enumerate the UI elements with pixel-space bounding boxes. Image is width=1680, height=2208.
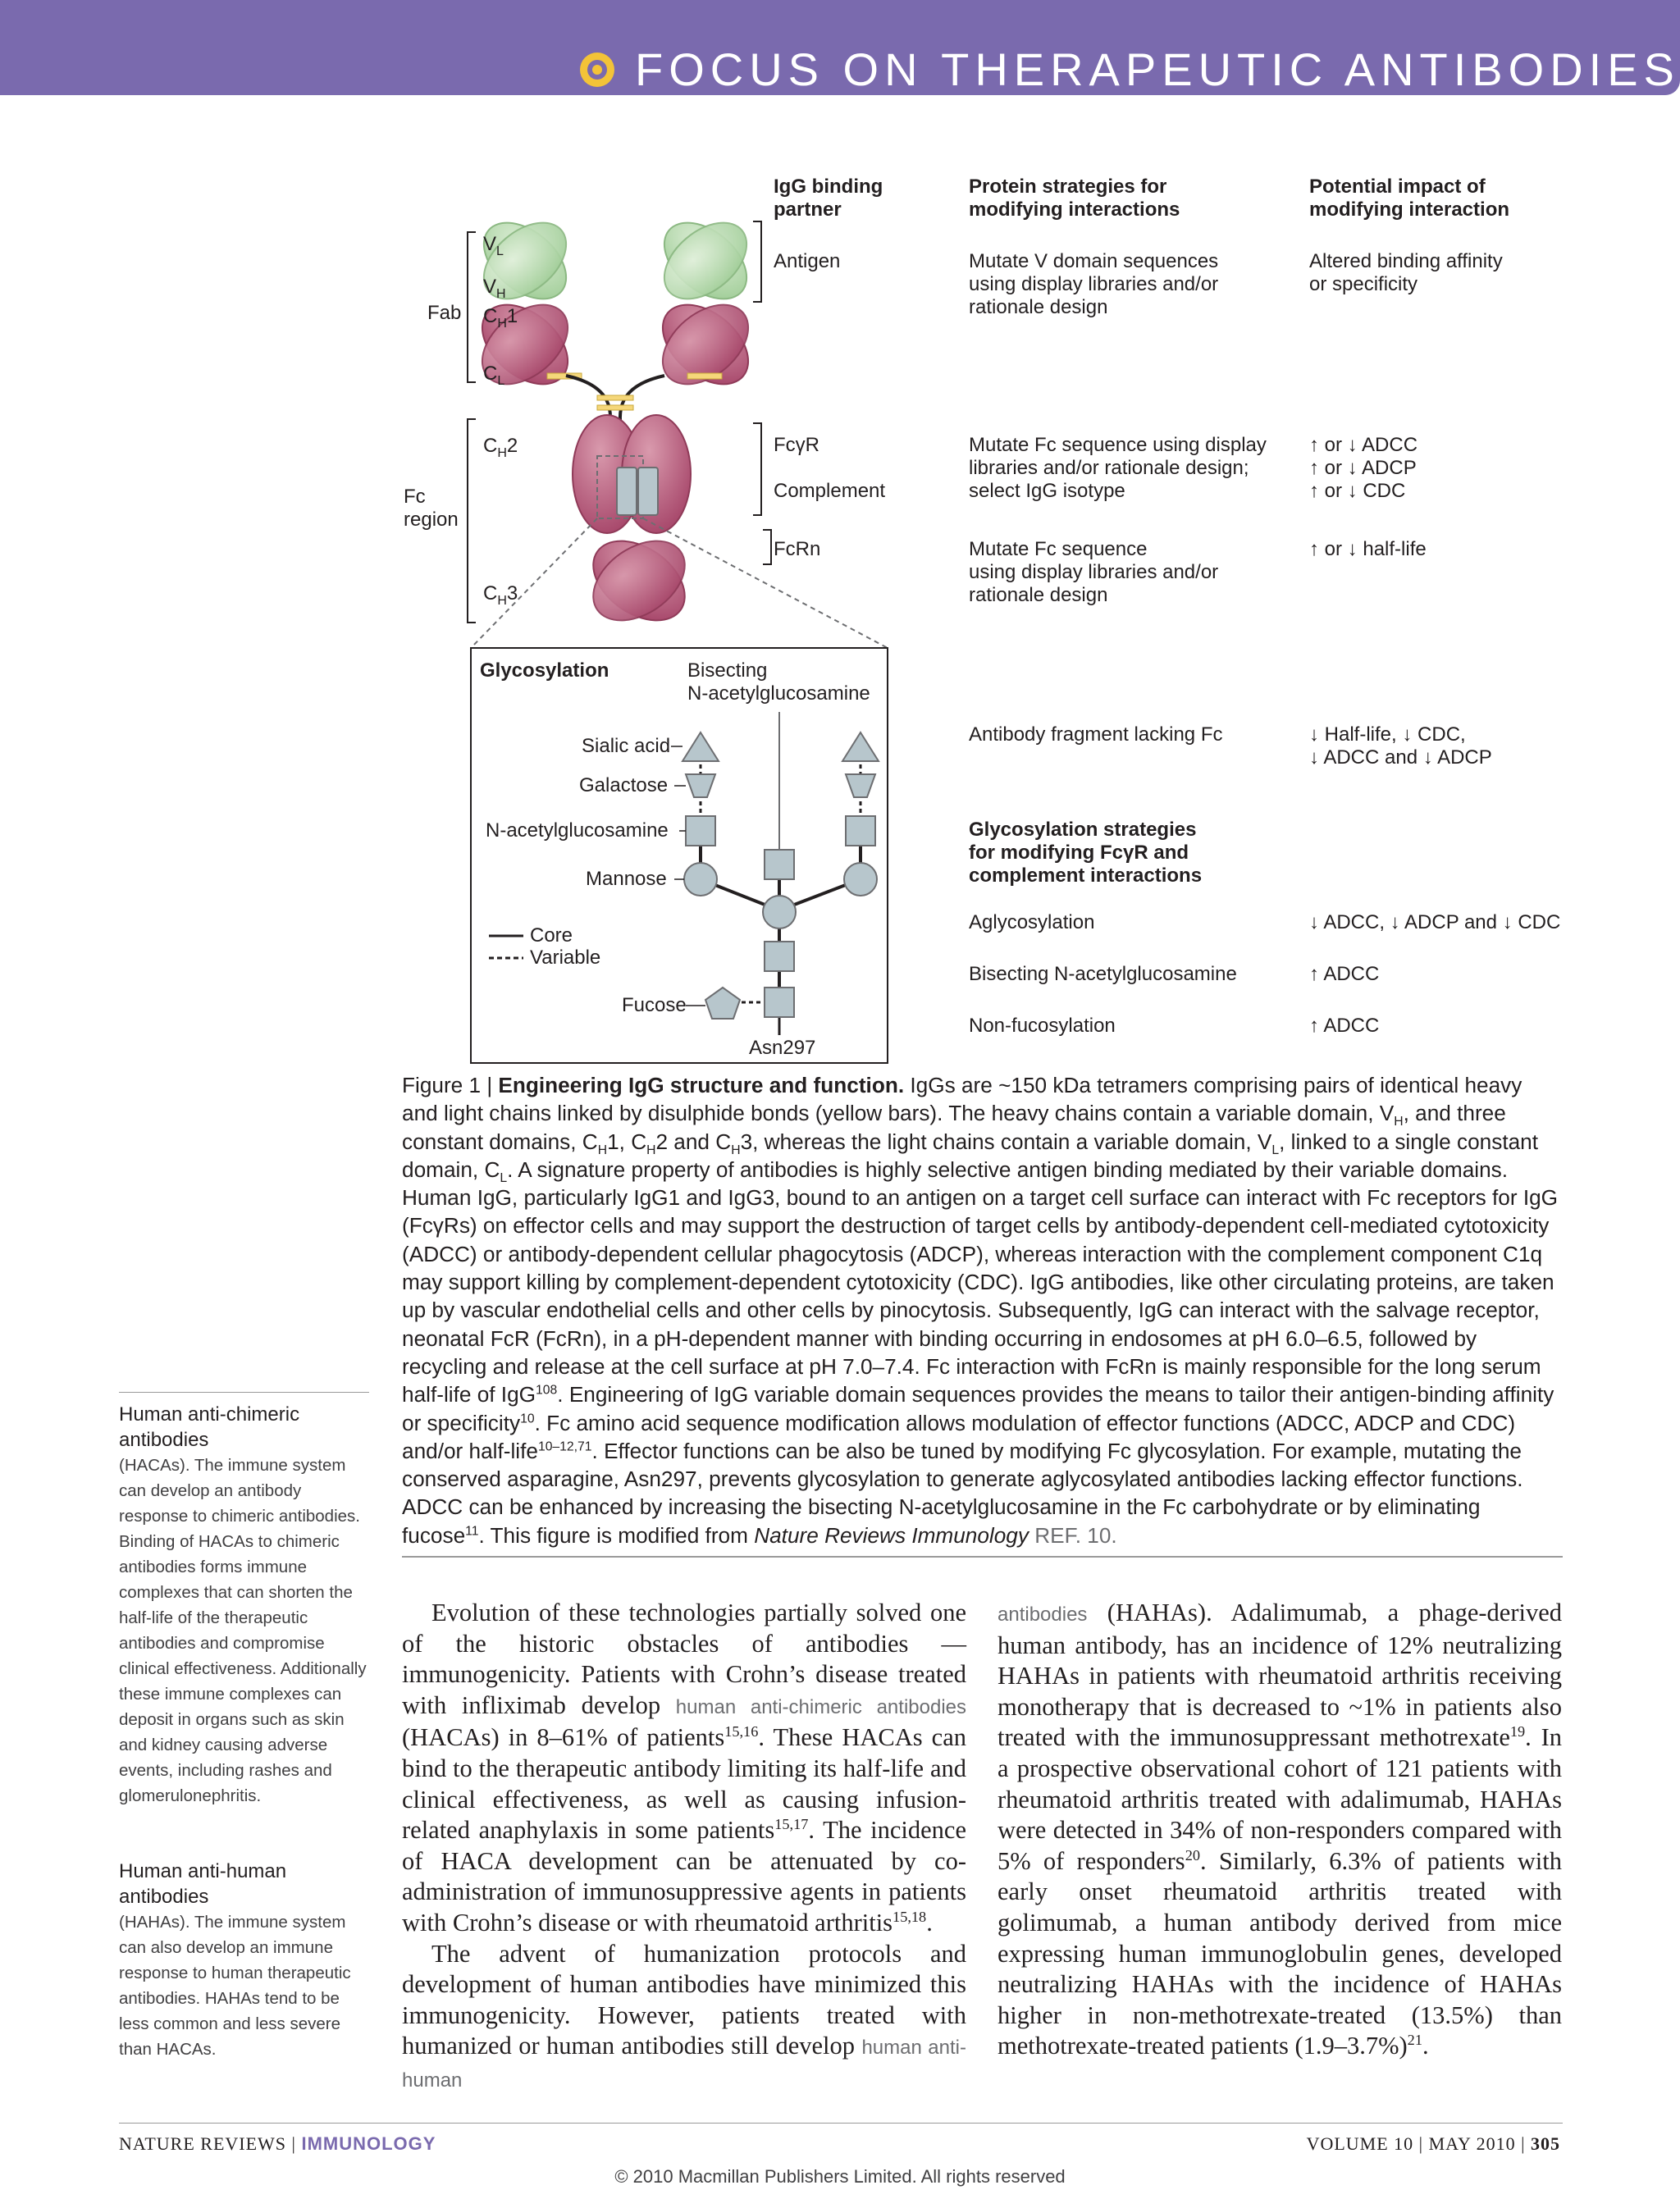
impact-fragment-2: ↓ ADCC and ↓ ADCP [1309,746,1492,769]
impact-fcgr-3: ↑ or ↓ CDC [1309,480,1406,502]
strategy-fcrn-2: using display libraries and/or [969,561,1219,583]
header-protein-strategies-2: modifying interactions [969,198,1180,221]
partner-brackets [753,221,771,564]
bisecting-label-2: N-acetylglucosamine [687,682,870,705]
glyco-impact-3: ↑ ADCC [1309,1015,1380,1037]
vh-label: $V_H$ [483,276,506,301]
body-paragraph: The advent of humanization protocols and development of human antibodies have minimized this immunogenicity. However, patients treated with humanized or human antibodies still develop human anti-human [402,1939,966,2092]
domain-brackets [468,232,476,623]
header-binding-partner-1: IgG binding [774,176,883,198]
bisecting-label-1: Bisecting [687,659,768,682]
footer-rule [119,2123,1563,2124]
glyco-impact-2: ↑ ADCC [1309,963,1380,985]
strategy-antigen-2: using display libraries and/or [969,273,1219,295]
vl-label: $V_L$ [483,233,504,258]
caption-title: Engineering IgG structure and function. [498,1073,905,1097]
partner-fcrn: FcRn [774,538,821,560]
fucose-label: Fucose [622,994,687,1016]
glyco-impact-1: ↓ ADCC, ↓ ADCP and ↓ CDC [1309,911,1561,933]
body-paragraph: Evolution of these technologies partially solved one of the historic obstacles of antibodies — immunogenicity. Patients with Crohn’s disease treated with infliximab develop human anti-chimeric antibodies (HACAs) in 8–61% of patients$^{15,16}$. These HACAs can bind to the therapeutic antibody limiting its half-life and clinical effectiveness, as well as causing infusion-related anaphylaxis in some patients$^{15,17}$. The incidence of HACA development can be attenuated by co-administration of immunosuppressive agents in patients with Crohn’s disease or with rheumatoid arthritis$^{15,18}$. [402,1599,966,1937]
body-column-right [998,1598,1562,2062]
glyco-heading-3: complement interactions [969,864,1203,887]
glossary-term-haha: Human anti-human antibodies [119,1860,287,1908]
partner-antigen: Antigen [774,250,841,272]
ch2-label: $C_H2$ [483,435,518,460]
glycosylation-title: Glycosylation [480,659,609,682]
fc-region-label-2: region [404,509,459,531]
nacetylglucosamine-label: N-acetylglucosamine [486,819,669,842]
header-potential-impact-1: Potential impact of [1309,176,1486,198]
header-protein-strategies-1: Protein strategies for [969,176,1167,198]
strategy-antigen-3: rationale design [969,296,1108,318]
impact-fcgr-2: ↑ or ↓ ADCP [1309,457,1417,479]
legend-core-label: Core [530,924,573,947]
sialic-acid-label: Sialic acid [582,735,671,757]
partner-complement: Complement [774,480,886,502]
glyco-strategy-3: Non-fucosylation [969,1015,1116,1037]
glossary-def-haha: (HAHAs). The immune system can also develop an immune response to human therapeutic antibodies. HAHAs tend to be less common and less severe than HACAs. [119,1913,351,2059]
impact-fcgr-1: ↑ or ↓ ADCC [1309,434,1418,456]
asn297-label: Asn297 [749,1037,816,1059]
ch3-label: $C_H3$ [483,582,518,608]
legend-variable-label: Variable [530,947,601,969]
strategy-fcgr-2: libraries and/or rationale design; [969,457,1249,479]
strategy-fragment: Antibody fragment lacking Fc [969,723,1223,746]
strategy-fcgr-3: select IgG isotype [969,480,1125,502]
glyco-strategy-1: Aglycosylation [969,911,1095,933]
glyco-heading-1: Glycosylation strategies [969,819,1197,841]
fc-region-label-1: Fc [404,486,426,508]
glossary-link-haha[interactable]: human anti-human [402,2037,966,2092]
copyright: © 2010 Macmillan Publishers Limited. All rights reserved [614,2166,1066,2187]
footer-journal: NATURE REVIEWS | IMMUNOLOGY [119,2133,436,2154]
galactose-label: Galactose [579,774,669,796]
glossary-def-haca: (HACAs). The immune system can develop an antibody response to chimeric antibodies. Binding of HACAs to chimeric antibodies forms immune complexes that can shorten the half-life of the therapeutic antibodies and compromise clinical effectiveness. Additionally these immune complexes can deposit in organs such as skin and kidney causing adverse events, including rashes and glomerulonephritis. [119,1456,367,1805]
ch1-label: $C_H1$ [483,305,518,331]
strategy-fcgr-1: Mutate Fc sequence using display [969,434,1267,456]
footer-volume: VOLUME 10 | MAY 2010 | 305 [1306,2133,1560,2154]
header-potential-impact-2: modifying interaction [1309,198,1510,221]
glossary-link-haca[interactable]: human anti-chimeric antibodies [675,1695,966,1718]
cl-label: $C_L$ [483,363,505,388]
impact-fragment-1: ↓ Half-life, ↓ CDC, [1309,723,1466,746]
fab-label: Fab [427,302,462,324]
glyco-strategy-2: Bisecting N-acetylglucosamine [969,963,1237,985]
strategy-antigen-1: Mutate V domain sequences [969,250,1219,272]
impact-antigen-1: Altered binding affinity [1309,250,1503,272]
body-column-left [402,1598,966,2096]
disulphide-bonds [597,395,633,410]
glossary-term-haca: Human anti-chimeric antibodies [119,1403,300,1451]
banner-title: FOCUS ON THERAPEUTIC ANTIBODIES [635,43,1680,95]
sidebar-rule [119,1392,369,1393]
figure-caption: Figure 1 | Engineering IgG structure and function. IgGs are ~150 kDa tetramers comprising pairs of identical heavy and light chains linked by disulphide bonds (yellow bars). The heavy chains contain a variable domain, $V_H$, and three constant domains, $C_H1$, $C_H2$ and $C_H3$, whereas the light chains contain a variable domain, $V_L$, linked to a single constant domain, $C_L$. A signature property of antibodies is highly selective antigen binding mediated by their variable domains. Human IgG, particularly IgG1 and IgG3, bound to an antigen on a target cell surface can interact with Fc receptors for IgG (FcγRs) on effector cells and may support the destruction of target cells by antibody-dependent cell-mediated cytotoxicity (ADCC) or antibody-dependent cellular phagocytosis (ADCP), whereas interaction with the complement component C1q may support killing by complement-dependent cytotoxicity (CDC). IgG antibodies, like other circulating proteins, are taken up by vascular endothelial cells and other cells by pinocytosis. Subsequently, IgG can interact with the salvage receptor, neonatal FcR (FcRn), in a pH-dependent manner with binding occurring in endosomes at pH 6.0–6.5, followed by recycling and release at the cell surface at pH 7.0–7.4. Fc interaction with FcRn is mainly responsible for the long serum half-life of IgG$^{108}$. Engineering of IgG variable domain sequences provides the means to tailor their antigen-binding affinity or specificity$^{10}$. Fc amino acid sequence modification allows modulation of effector functions (ADCC, ADCP and CDC) and/or half-life$^{10-12,71}$. Effector functions can be also be tuned by modifying Fc glycosylation. For example, mutating the conserved asparagine, Asn297, prevents glycosylation to generate aglycosylated antibodies lacking effector functions. ADCC can be enhanced by increasing the bisecting N-acetylglucosamine in the Fc carbohydrate or by eliminating fucose$^{11}$. This figure is modified from Nature Reviews Immunology REF. 10. [402,1073,1559,1548]
igg-structure-figure [0,0,1680,1066]
mannose-label: Mannose [586,868,667,890]
ch3-domains [578,525,699,637]
header-binding-partner-2: partner [774,198,842,221]
partner-fcgr: FcγR [774,434,819,456]
page-number: 305 [1531,2133,1560,2154]
strategy-fcrn-1: Mutate Fc sequence [969,538,1148,560]
body-paragraph: antibodies (HAHAs). Adalimumab, a phage-derived human antibody, has an incidence of 12% neutralizing HAHAs in patients with rheumatoid arthritis receiving monotherapy that is decreased to ~1% in patients also treated with the immunosuppressant methotrexate$^{19}$. In a prospective observational cohort of 121 patients with rheumatoid arthritis treated with adalimumab, HAHAs were detected in 34% of non-responders compared with 5% of responders$^{20}$. Similarly, 6.3% of patients with early onset rheumatoid arthritis treated with golimumab, a human antibody derived from mice expressing human immunoglobulin genes, developed neutralizing HAHAs with the incidence of HAHAs higher in non-methotrexate-treated (13.5%) than methotrexate-treated patients $(1.9-3.7\%)^{21}$. [998,1599,1562,2060]
impact-antigen-2: or specificity [1309,273,1418,295]
fab-arm-right [648,208,764,400]
glyco-heading-2: for modifying FcγR and [969,842,1189,864]
caption-rule [402,1556,1563,1558]
impact-fcrn-1: ↑ or ↓ half-life [1309,538,1427,560]
caption-label: Figure 1 | [402,1073,499,1097]
strategy-fcrn-3: rationale design [969,584,1108,606]
glossary-link-haha-cont[interactable]: antibodies [998,1604,1088,1626]
